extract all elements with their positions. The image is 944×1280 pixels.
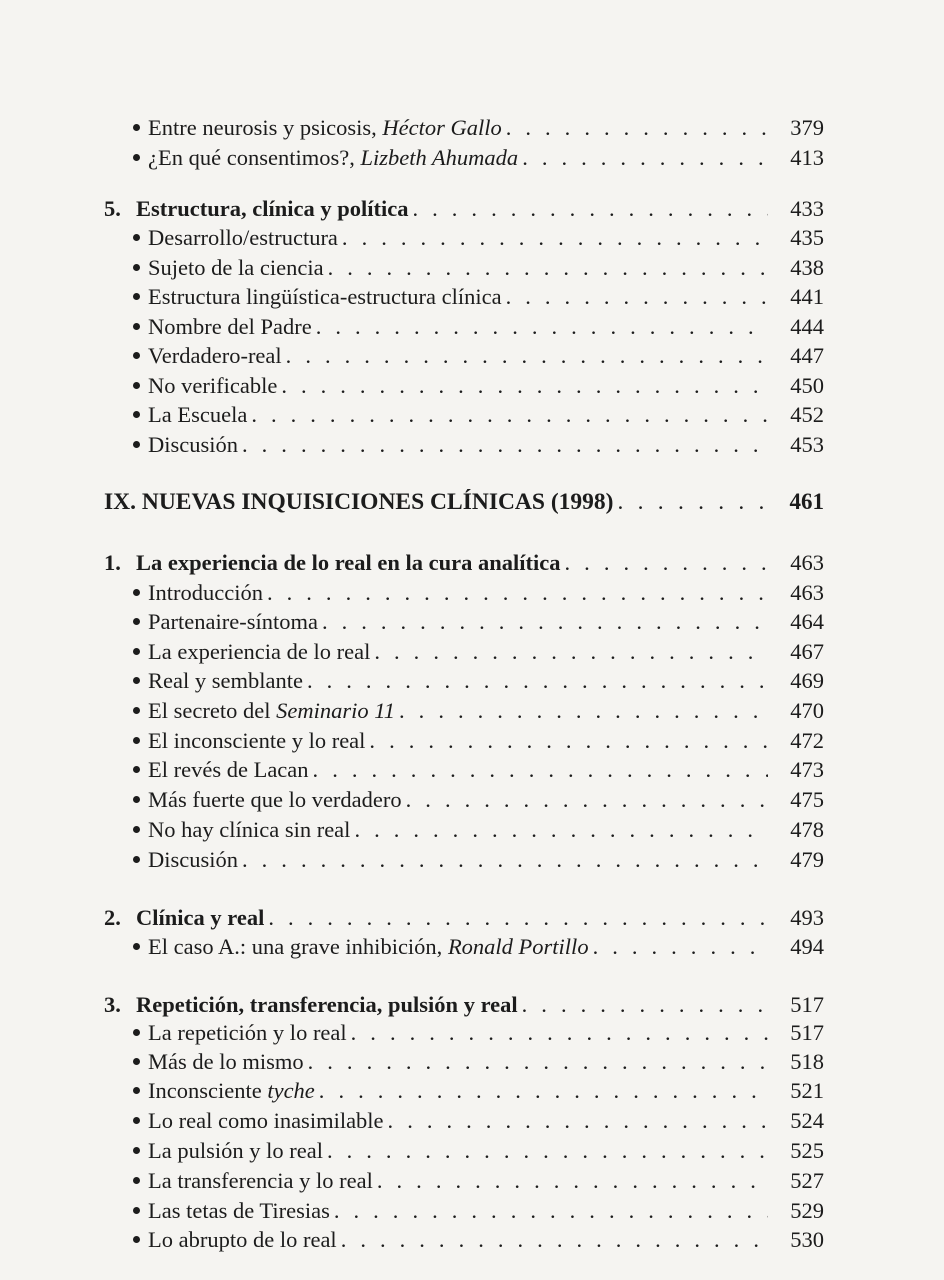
entry-italic: tyche	[267, 1078, 315, 1103]
page-number: 464	[790, 609, 824, 634]
bullet-icon	[133, 766, 140, 773]
toc-entry	[0, 755, 944, 785]
leader-dots	[308, 1047, 768, 1077]
toc-entry	[0, 932, 944, 962]
leader-dots	[251, 400, 768, 430]
chapter-title: Repetición, transferencia, pulsión y real	[136, 992, 518, 1017]
entry-author: Lizbeth Ahumada	[360, 145, 519, 170]
bullet-icon	[133, 796, 140, 803]
bullet-icon	[133, 1058, 140, 1065]
entry-title: Partenaire-síntoma	[148, 609, 318, 634]
leader-dots	[322, 607, 768, 637]
toc-entry	[0, 578, 944, 608]
entry-title: La Escuela	[148, 402, 248, 427]
bullet-icon	[133, 382, 140, 389]
bullet-icon	[133, 411, 140, 418]
page-number: 521	[790, 1078, 824, 1103]
leader-dots	[565, 548, 768, 578]
page-number: 530	[790, 1227, 824, 1252]
page-number: 479	[790, 847, 824, 872]
chapter-number: 5.	[104, 196, 121, 221]
toc-part	[0, 487, 944, 517]
chapter-number: 2.	[104, 905, 121, 930]
page-number: 524	[790, 1108, 824, 1133]
entry-title: El inconsciente y lo real	[148, 728, 366, 753]
leader-dots	[406, 785, 768, 815]
page-number: 433	[790, 196, 824, 221]
toc-entry	[0, 143, 944, 173]
leader-dots	[328, 253, 768, 283]
page-number: 478	[790, 817, 824, 842]
leader-dots	[268, 903, 768, 933]
toc-entry	[0, 1018, 944, 1048]
toc-chapter	[0, 548, 944, 578]
entry-title: Estructura lingüística-estructura clínica	[148, 284, 502, 309]
page-number: 518	[790, 1049, 824, 1074]
toc-entry	[0, 607, 944, 637]
leader-dots	[334, 1196, 768, 1226]
toc-entry	[0, 341, 944, 371]
leader-dots	[399, 696, 768, 726]
toc-entry	[0, 430, 944, 460]
page-number: 473	[790, 757, 824, 782]
page-number: 470	[790, 698, 824, 723]
leader-dots	[522, 990, 768, 1020]
page-number: 475	[790, 787, 824, 812]
leader-dots	[354, 815, 768, 845]
page-number: 463	[790, 580, 824, 605]
leader-dots	[319, 1076, 768, 1106]
leader-dots	[267, 578, 768, 608]
leader-dots	[388, 1106, 768, 1136]
leader-dots	[412, 194, 768, 224]
toc-entry	[0, 845, 944, 875]
toc-entry	[0, 696, 944, 726]
entry-title: Discusión	[148, 847, 238, 872]
bullet-icon	[133, 264, 140, 271]
entry-title: Verdadero-real	[148, 343, 282, 368]
part-title: IX. NUEVAS INQUISICIONES CLÍNICAS (1998)	[104, 489, 614, 515]
entry-title: No verificable	[148, 373, 278, 398]
entry-title: Desarrollo/estructura	[148, 225, 338, 250]
page-number: 463	[790, 550, 824, 575]
entry-title: La repetición y lo real	[148, 1020, 347, 1045]
page-number: 444	[790, 314, 824, 339]
leader-dots	[374, 637, 768, 667]
chapter-number: 1.	[104, 550, 121, 575]
entry-title: El caso A.: una grave inhibición, Ronald Portillo	[148, 934, 589, 959]
page-number: 447	[790, 343, 824, 368]
toc-entry	[0, 1196, 944, 1226]
toc-entry	[0, 726, 944, 756]
bullet-icon	[133, 707, 140, 714]
toc-entry	[0, 312, 944, 342]
bullet-icon	[133, 234, 140, 241]
entry-title: Sujeto de la ciencia	[148, 255, 324, 280]
page-number: 494	[790, 934, 824, 959]
bullet-icon	[133, 677, 140, 684]
bullet-icon	[133, 856, 140, 863]
entry-author: Ronald Portillo	[447, 934, 589, 959]
page-number: 452	[790, 402, 824, 427]
leader-dots	[618, 487, 769, 517]
entry-title: Real y semblante	[148, 668, 303, 693]
leader-dots	[522, 143, 768, 173]
entry-title: El revés de Lacan	[148, 757, 309, 782]
toc-entry	[0, 637, 944, 667]
bullet-icon	[133, 1147, 140, 1154]
bullet-icon	[133, 1177, 140, 1184]
page-number: 453	[790, 432, 824, 457]
leader-dots	[351, 1018, 768, 1048]
page-number: 413	[790, 145, 824, 170]
leader-dots	[286, 341, 768, 371]
page-number: 435	[790, 225, 824, 250]
toc-entry	[0, 815, 944, 845]
chapter-title: La experiencia de lo real en la cura analítica	[136, 550, 561, 575]
entry-title: Entre neurosis y psicosis, Héctor Gallo	[148, 115, 502, 140]
chapter-number: 3.	[104, 992, 121, 1017]
toc-entry	[0, 1136, 944, 1166]
page-number: 517	[790, 992, 824, 1017]
toc-entry	[0, 666, 944, 696]
toc-entry	[0, 113, 944, 143]
toc-entry	[0, 1076, 944, 1106]
page-number: 461	[789, 489, 824, 514]
page-number: 517	[790, 1020, 824, 1045]
bullet-icon	[133, 737, 140, 744]
toc-entry	[0, 1047, 944, 1077]
entry-title: Lo real como inasimilable	[148, 1108, 384, 1133]
entry-italic: Seminario 11	[276, 698, 396, 723]
entry-title: Discusión	[148, 432, 238, 457]
chapter-title: Estructura, clínica y política	[136, 196, 409, 221]
leader-dots	[377, 1166, 768, 1196]
entry-title: La transferencia y lo real	[148, 1168, 373, 1193]
leader-dots	[342, 223, 768, 253]
toc-entry	[0, 1166, 944, 1196]
entry-title: Más de lo mismo	[148, 1049, 304, 1074]
bullet-icon	[133, 618, 140, 625]
bullet-icon	[133, 1117, 140, 1124]
leader-dots	[341, 1225, 768, 1255]
toc-entry	[0, 1106, 944, 1136]
toc-entry	[0, 371, 944, 401]
entry-title: La pulsión y lo real	[148, 1138, 323, 1163]
leader-dots	[316, 312, 768, 342]
leader-dots	[281, 371, 768, 401]
entry-title: Introducción	[148, 580, 263, 605]
page-number: 379	[790, 115, 824, 140]
bullet-icon	[133, 1087, 140, 1094]
toc-entry	[0, 785, 944, 815]
toc-chapter	[0, 194, 944, 224]
bullet-icon	[133, 648, 140, 655]
entry-title: No hay clínica sin real	[148, 817, 351, 842]
toc-chapter	[0, 990, 944, 1020]
entry-title: Inconsciente tyche	[148, 1078, 315, 1103]
bullet-icon	[133, 943, 140, 950]
entry-title: La experiencia de lo real	[148, 639, 371, 664]
leader-dots	[242, 845, 768, 875]
entry-title: El secreto del Seminario 11	[148, 698, 396, 723]
leader-dots	[307, 666, 768, 696]
bullet-icon	[133, 154, 140, 161]
bullet-icon	[133, 124, 140, 131]
page-number: 450	[790, 373, 824, 398]
bullet-icon	[133, 1236, 140, 1243]
leader-dots	[242, 430, 768, 460]
page-number: 493	[790, 905, 824, 930]
chapter-title: Clínica y real	[136, 905, 265, 930]
entry-title: Las tetas de Tiresias	[148, 1198, 330, 1223]
bullet-icon	[133, 1207, 140, 1214]
toc-entry	[0, 282, 944, 312]
leader-dots	[313, 755, 768, 785]
bullet-icon	[133, 589, 140, 596]
toc-entry	[0, 1225, 944, 1255]
page-number: 527	[790, 1168, 824, 1193]
toc-chapter	[0, 903, 944, 933]
page-number: 467	[790, 639, 824, 664]
leader-dots	[506, 282, 768, 312]
leader-dots	[369, 726, 768, 756]
bullet-icon	[133, 293, 140, 300]
toc-entry	[0, 400, 944, 430]
entry-title: Lo abrupto de lo real	[148, 1227, 337, 1252]
bullet-icon	[133, 1029, 140, 1036]
page-number: 472	[790, 728, 824, 753]
page-number: 469	[790, 668, 824, 693]
page-number: 441	[790, 284, 824, 309]
leader-dots	[506, 113, 768, 143]
leader-dots	[327, 1136, 768, 1166]
page-number: 525	[790, 1138, 824, 1163]
bullet-icon	[133, 352, 140, 359]
entry-title: Nombre del Padre	[148, 314, 312, 339]
page-number: 438	[790, 255, 824, 280]
toc-entry	[0, 253, 944, 283]
bullet-icon	[133, 323, 140, 330]
entry-title: ¿En qué consentimos?, Lizbeth Ahumada	[148, 145, 519, 170]
entry-title: Más fuerte que lo verdadero	[148, 787, 402, 812]
entry-author: Héctor Gallo	[382, 115, 502, 140]
bullet-icon	[133, 441, 140, 448]
toc-entry	[0, 223, 944, 253]
bullet-icon	[133, 826, 140, 833]
page-number: 529	[790, 1198, 824, 1223]
leader-dots	[593, 932, 768, 962]
